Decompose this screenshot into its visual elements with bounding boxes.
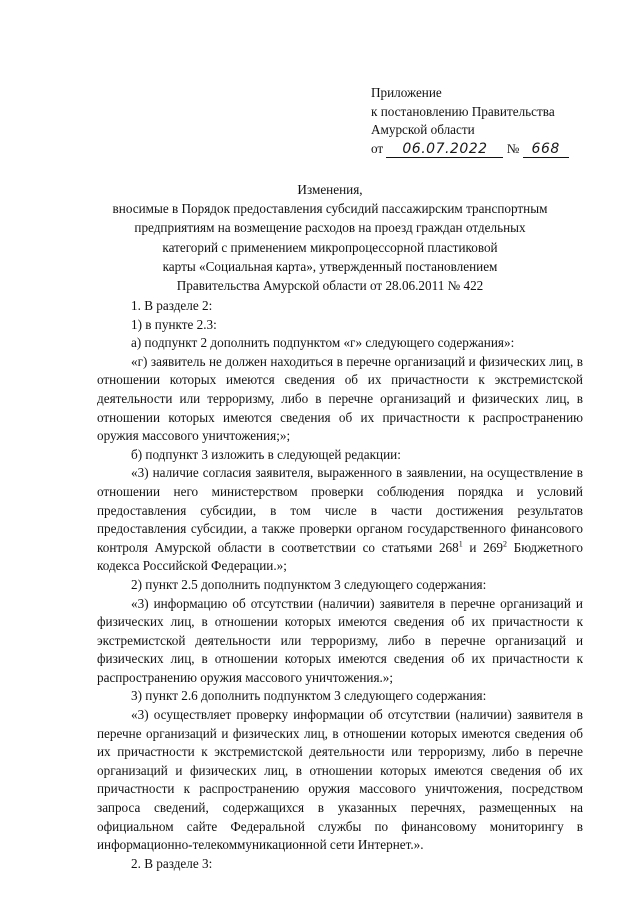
superscript-2: 2 <box>502 539 507 549</box>
subitem-a-text: «г) заявитель не должен находиться в перечне организаций и физических лиц, в отношении которых имеются сведения об их причастности к экстремистской деятельности или терроризму, либо в перечне организаций и физических лиц, в отношении которых имеются сведения об их причастности к распространению оружия массового уничтожения;»; <box>97 353 583 444</box>
title-line-3: предприятиям на возмещение расходов на проезд граждан отдельных <box>134 220 526 236</box>
title-line-4: категорий с применением микропроцессорной пластиковой <box>162 239 498 255</box>
document-title <box>80 180 580 295</box>
subitem-b-text-part-3: Бюджетного кодекса Российской Федерации.»; <box>97 539 584 574</box>
approval-block <box>371 84 621 158</box>
region-label: Амурской области <box>371 122 475 138</box>
section-1-heading: 1. В разделе 2: <box>131 298 213 313</box>
appendix-label: Приложение <box>371 85 442 100</box>
title-line-1: Изменения, <box>297 182 363 197</box>
document-body <box>97 297 583 873</box>
resolution-label: к постановлению Правительства <box>371 103 555 119</box>
item-1-heading: 1) в пункте 2.3: <box>131 316 217 332</box>
subitem-a-heading: а) подпункт 2 дополнить подпунктом «г» следующего содержания»: <box>131 335 515 351</box>
item-3-heading: 3) пункт 2.6 дополнить подпунктом 3 следующего содержания: <box>131 688 487 704</box>
subitem-b-text-part-1: «3) наличие согласия заявителя, выраженного в заявлении, на осуществление в отношении него министерством проверки соблюдения порядка и условий предоставления субсидии, в том числе в части достижения результатов предоставления субсидии, а также проверки органом государственного финансового контроля Амурской области в соответствии со статьями 268 <box>97 465 583 555</box>
from-label: от <box>371 140 384 156</box>
number-label: № <box>506 140 520 156</box>
superscript-1: 1 <box>458 539 463 549</box>
handwritten-number: 668 <box>523 142 569 158</box>
subitem-b-heading: б) подпункт 3 изложить в следующей редакции: <box>131 446 401 462</box>
handwritten-date: 06.07.2022 <box>386 142 503 158</box>
date-number-line <box>371 140 621 159</box>
subitem-b-text <box>97 464 583 576</box>
title-line-6: Правительства Амурской области от 28.06.2011 № 422 <box>176 278 484 294</box>
subitem-b-text-part-2: и 269 <box>462 539 503 555</box>
title-line-2: вносимые в Порядок предоставления субсидий пассажирским транспортным <box>112 201 548 217</box>
title-line-5: карты «Социальная карта», утвержденный постановлением <box>162 258 498 274</box>
item-2-text: «3) информацию об отсутствии (наличии) заявителя в перечне организаций и физических лиц, в отношении которых имеются сведения об их причастности к экстремистской деятельности или терроризму, либо в перечне организаций и физических лиц, в отношении которых имеются сведения об их причастности к распространению оружия массового уничтожения.»; <box>97 595 583 685</box>
section-2-heading: 2. В разделе 3: <box>131 855 213 871</box>
item-2-heading: 2) пункт 2.5 дополнить подпунктом 3 следующего содержания: <box>131 576 487 592</box>
item-3-text: «3) осуществляет проверку информации об отсутствии (наличии) заявителя в перечне организаций и физических лиц, в отношении которых имеются сведения об их причастности к экстремистской деятельности или терроризму, либо в перечне организаций и физических лиц, в отношении которых имеются сведения об их причастности к распространению оружия массового уничтожения, посредством запроса сведений, содержащихся в указанных перечнях, размещенных на официальном сайте Федеральной службы по финансовому мониторингу в информационно-телекоммуникационной сети Интернет.». <box>97 707 583 853</box>
